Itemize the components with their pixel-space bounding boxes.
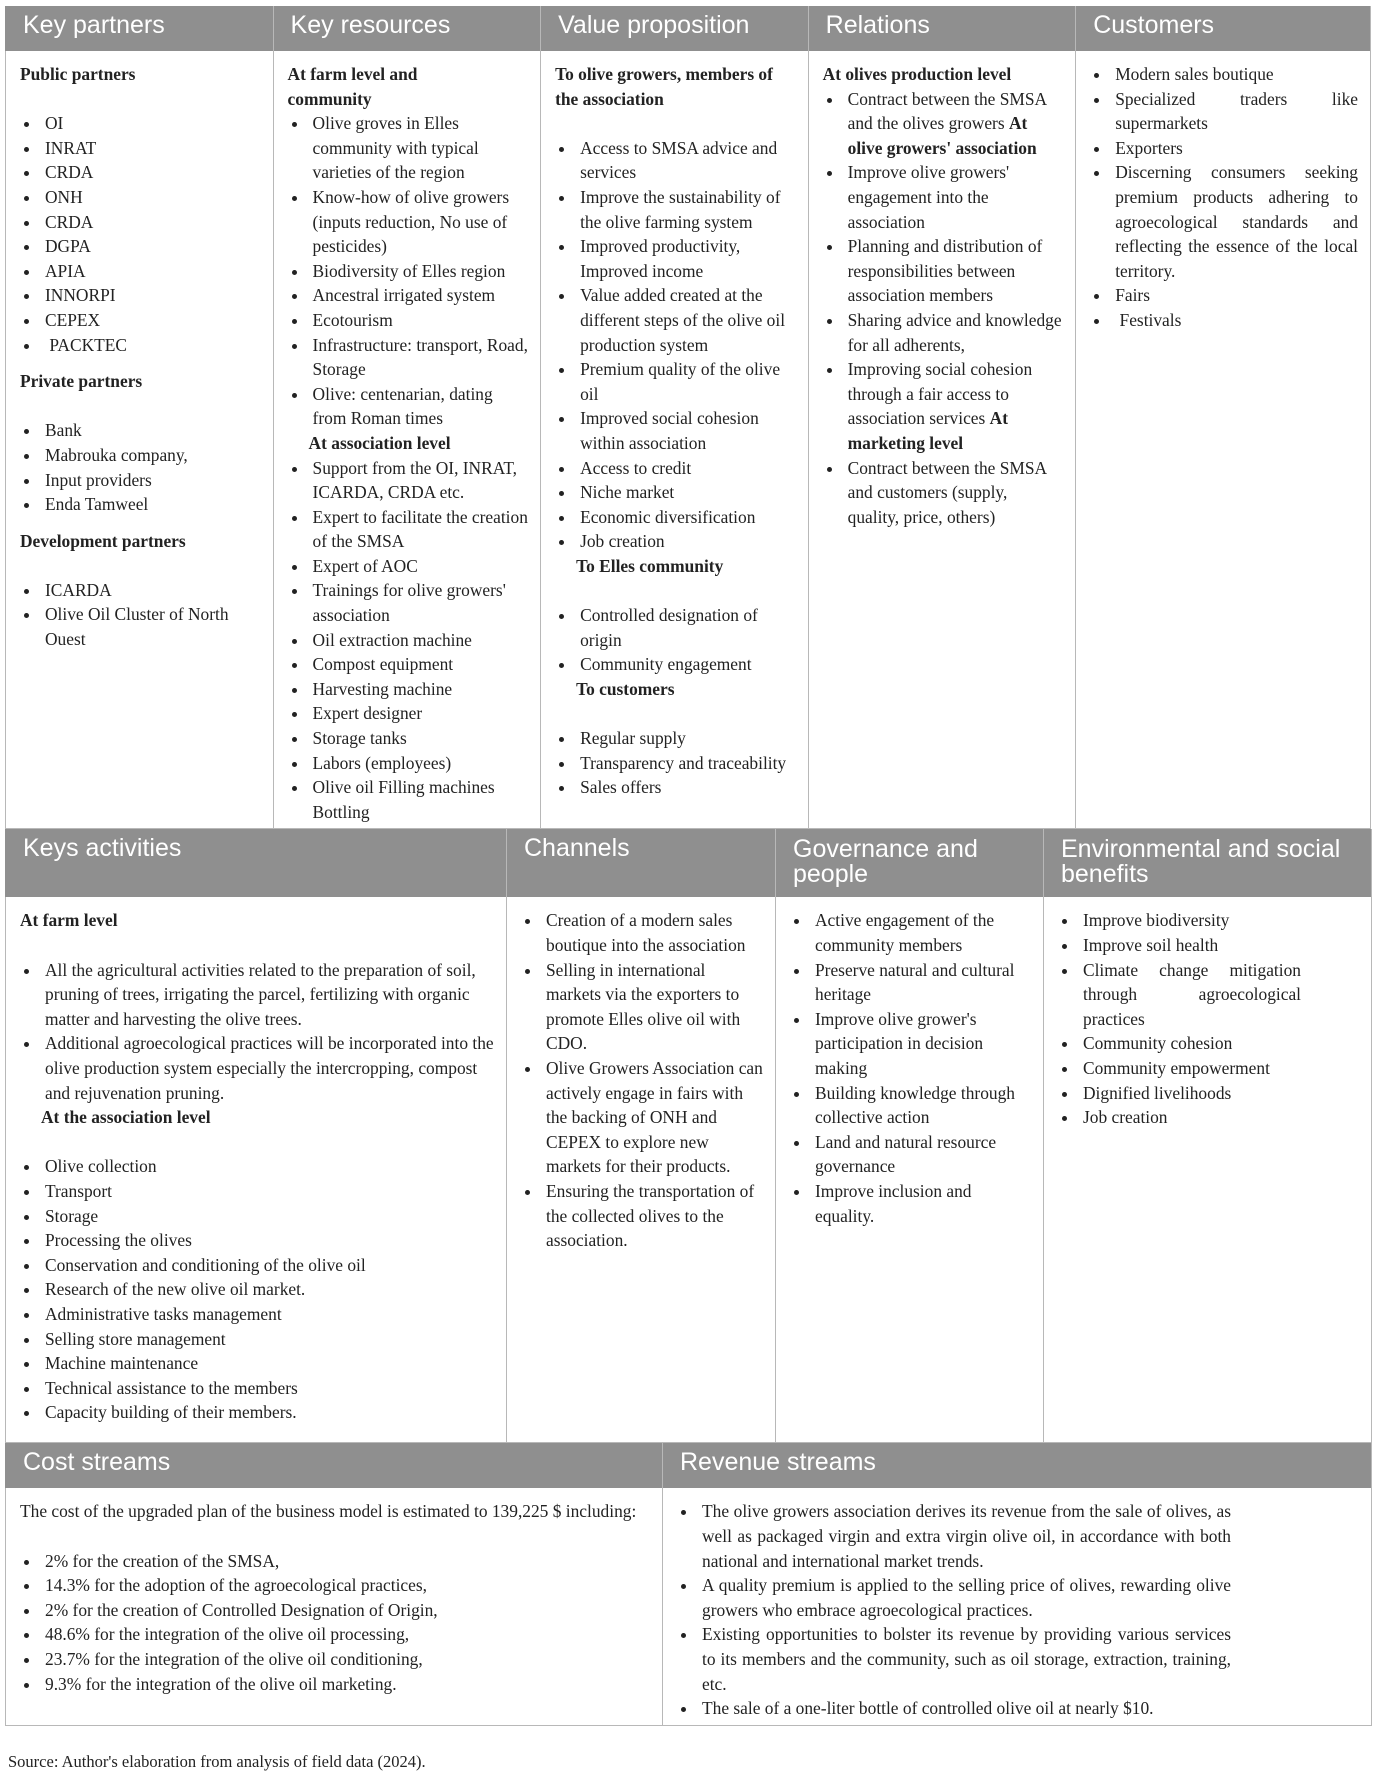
list-item: • Ancestral irrigated system — [309, 283, 529, 308]
list-item: • Research of the new olive oil market. — [41, 1277, 494, 1302]
to-elles-community-title: To Elles community — [576, 555, 724, 576]
list-item: • Oil extraction machine — [309, 628, 529, 653]
list-item: • Selling store management — [41, 1327, 494, 1352]
list-item: • Processing the olives — [41, 1228, 494, 1253]
list-item: • Premium quality of the olive oil — [576, 357, 796, 406]
list-item: • PACKTEC — [41, 333, 261, 358]
list-item: • Sharing advice and knowledge for all adherents, — [844, 308, 1064, 357]
list-item: • Selling in international markets via the exporters to promote Elles olive oil with CDO. — [542, 958, 763, 1056]
list-item: • Improve inclusion and equality. — [811, 1179, 1031, 1228]
list-item: • ICARDA — [41, 578, 261, 603]
list-item: • Discerning consumers seeking premium products adhering to agroecological standards and reflecting the essence of the local territory. — [1111, 160, 1358, 283]
list-item: • DGPA — [41, 234, 261, 259]
list-item: • Olive Oil Cluster of North Ouest — [41, 602, 261, 651]
cell-environmental-benefits — [1044, 897, 1372, 1443]
to-customers-title: To customers — [576, 678, 675, 699]
list-item: • Sales offers — [576, 775, 796, 800]
cell-customers — [1076, 51, 1371, 829]
canvas-row-2 — [5, 829, 1372, 1443]
list-item: • Improve olive grower's participation in decision making — [811, 1007, 1031, 1081]
list-item: • Expert to facilitate the creation of the SMSA — [309, 505, 529, 554]
list-item: • Mabrouka company, — [41, 443, 261, 468]
list-item: • Administrative tasks management — [41, 1302, 494, 1327]
list-item: • CRDA — [41, 210, 261, 235]
list-item: • Climate change mitigation through agroecological practices — [1079, 958, 1301, 1032]
list-item: • Dignified livelihoods — [1079, 1081, 1301, 1106]
list-item: • Harvesting machine — [309, 677, 529, 702]
list-item: • Additional agroecological practices will be incorporated into the olive production system especially the intercropping, compost and rejuvenation pruning. — [41, 1031, 494, 1105]
list-item: • 2% for the creation of the SMSA, — [41, 1549, 650, 1574]
list-item: • All the agricultural activities related to the preparation of soil, pruning of trees, irrigating the parcel, fertilizing with organic matter and harvesting the olive trees. — [41, 958, 494, 1032]
list-item: • APIA — [41, 259, 261, 284]
list-item: • OI — [41, 111, 261, 136]
list-item: • ONH — [41, 185, 261, 210]
list-item: • Improved social cohesion within association — [576, 406, 796, 455]
list-item: • Access to credit — [576, 456, 796, 481]
cell-value-proposition — [541, 51, 809, 829]
list-item: • Labors (employees) — [309, 751, 529, 776]
list-item: • Community engagement — [576, 652, 796, 677]
list-item: • Ensuring the transportation of the collected olives to the association. — [542, 1179, 763, 1253]
list-item: • Contract between the SMSA and customers (supply, quality, price, others) — [844, 456, 1064, 530]
cell-revenue-streams — [663, 1488, 1372, 1725]
list-item: • Expert designer — [309, 701, 529, 726]
cell-relations — [808, 51, 1076, 829]
list-item: • Improve the sustainability of the olive farming system — [576, 185, 796, 234]
marketing-level-title: At marketing level — [847, 408, 1008, 453]
list-item: • 14.3% for the adoption of the agroecological practices, — [41, 1573, 650, 1598]
list-item: • Olive Growers Association can actively engage in fairs with the backing of ONH and CEPEX to explore new markets for their products. — [542, 1056, 763, 1179]
list-item: • Regular supply — [576, 726, 796, 751]
list-item: • Olive oil Filling machines Bottling — [309, 775, 529, 824]
list-item: • Transparency and traceability — [576, 751, 796, 776]
cell-key-resources — [273, 51, 541, 829]
list-item: • Existing opportunities to bolster its revenue by providing various services to its members and the community, such as oil storage, extraction, training, etc. — [698, 1622, 1231, 1696]
header-revenue-streams: Revenue streams — [663, 1443, 1372, 1488]
header-governance: Governance and people — [776, 829, 1044, 897]
list-item: • 9.3% for the integration of the olive oil marketing. — [41, 1672, 650, 1697]
list-item: • Biodiversity of Elles region — [309, 259, 529, 284]
list-item: • Exporters — [1111, 136, 1358, 161]
list-item: • Storage — [41, 1204, 494, 1229]
list-item: • Economic diversification — [576, 505, 796, 530]
list-item: • Olive collection — [41, 1154, 494, 1179]
source-note: Source: Author's elaboration from analysis of field data (2024). — [8, 1752, 426, 1771]
header-key-resources: Key resources — [273, 6, 541, 51]
header-key-partners: Key partners — [6, 6, 274, 51]
olives-production-level-title: At olives production level — [822, 64, 1012, 84]
association-level-title: At association level — [308, 432, 451, 453]
list-item: • A quality premium is applied to the selling price of olives, rewarding olive growers who embrace agroecological practices. — [698, 1573, 1231, 1622]
list-item — [844, 357, 1064, 455]
private-partners-title: Private partners — [20, 371, 143, 392]
list-item: • CRDA — [41, 160, 261, 185]
header-environmental-benefits: Environmental and social benefits — [1044, 829, 1372, 897]
list-item: • Conservation and conditioning of the olive oil — [41, 1253, 494, 1278]
list-item: • Support from the OI, INRAT, ICARDA, CRDA etc. — [309, 456, 529, 505]
farm-level-title: At farm level and community — [287, 64, 418, 109]
cell-cost-streams — [6, 1488, 663, 1725]
list-item: • Olive: centenarian, dating from Roman times — [309, 382, 529, 431]
list-item: • Technical assistance to the members — [41, 1376, 494, 1401]
list-item: • Creation of a modern sales boutique into the association — [542, 908, 763, 957]
public-partners-title: Public partners — [20, 64, 136, 84]
list-item: • INNORPI — [41, 283, 261, 308]
list-item: • Controlled designation of origin — [576, 603, 796, 652]
list-item: • Infrastructure: transport, Road, Storage — [309, 333, 529, 382]
cell-channels — [507, 897, 776, 1443]
list-item: • Modern sales boutique — [1111, 62, 1358, 87]
list-item: • Storage tanks — [309, 726, 529, 751]
list-item: • Specialized traders like supermarkets — [1111, 87, 1358, 136]
list-item: • Festivals — [1111, 308, 1358, 333]
activities-farm-level-title: At farm level — [20, 910, 118, 931]
list-item: • 48.6% for the integration of the olive oil processing, — [41, 1622, 650, 1647]
business-model-canvas — [5, 6, 1371, 1726]
list-item: • Know-how of olive growers (inputs reduction, No use of pesticides) — [309, 185, 529, 259]
list-item: • Transport — [41, 1179, 494, 1204]
list-item: • Improve soil health — [1079, 933, 1301, 958]
list-item: • The olive growers association derives its revenue from the sale of olives, as well as packaged virgin and extra virgin olive oil, in accordance with both national and international market trends. — [698, 1499, 1231, 1573]
list-item: • Value added created at the different steps of the olive oil production system — [576, 283, 796, 357]
list-item: • Improve biodiversity — [1079, 908, 1301, 933]
cell-key-partners — [6, 51, 274, 829]
list-item: • Ecotourism — [309, 308, 529, 333]
development-partners-title: Development partners — [20, 530, 186, 551]
list-item: • Capacity building of their members. — [41, 1400, 494, 1425]
list-item: • Active engagement of the community members — [811, 908, 1031, 957]
to-olive-growers-title: To olive growers, members of the association — [555, 64, 773, 109]
list-item: • 23.7% for the integration of the olive oil conditioning, — [41, 1647, 650, 1672]
list-item — [844, 87, 1064, 161]
contract-growers-text: Contract between the SMSA and the olives growers — [847, 88, 1047, 134]
header-keys-activities: Keys activities — [6, 829, 507, 897]
list-item: • Niche market — [576, 480, 796, 505]
list-item: • Building knowledge through collective action — [811, 1081, 1031, 1130]
header-customers: Customers — [1076, 6, 1371, 51]
list-item: • Access to SMSA advice and services — [576, 136, 796, 185]
list-item: • CEPEX — [41, 308, 261, 333]
canvas-row-1 — [5, 6, 1371, 829]
list-item: • Improve olive growers' engagement into the association — [844, 160, 1064, 234]
canvas-row-3 — [5, 1443, 1372, 1725]
list-item: • Preserve natural and cultural heritage — [811, 958, 1031, 1007]
activities-association-level-title: At the association level — [41, 1107, 211, 1128]
list-item: • Land and natural resource governance — [811, 1130, 1031, 1179]
list-item: • Machine maintenance — [41, 1351, 494, 1376]
list-item: • Fairs — [1111, 283, 1358, 308]
list-item: • Improved productivity, Improved income — [576, 234, 796, 283]
list-item: • Community cohesion — [1079, 1031, 1301, 1056]
list-item: • Enda Tamweel — [41, 492, 261, 517]
social-cohesion-text: Improving social cohesion through a fair access to association services — [847, 359, 1033, 429]
cost-intro: The cost of the upgraded plan of the business model is estimated to 139,225 $ including: — [20, 1501, 637, 1522]
list-item: • Planning and distribution of responsibilities between association members — [844, 234, 1064, 308]
header-value-proposition: Value proposition — [541, 6, 809, 51]
list-item: • Olive groves in Elles community with typical varieties of the region — [309, 111, 529, 185]
header-cost-streams: Cost streams — [6, 1443, 663, 1488]
list-item: • Job creation — [576, 529, 796, 554]
list-item: • Job creation — [1079, 1105, 1301, 1130]
list-item: • The sale of a one-liter bottle of controlled olive oil at nearly $10. — [698, 1696, 1231, 1721]
header-relations: Relations — [808, 6, 1076, 51]
list-item: • 2% for the creation of Controlled Designation of Origin, — [41, 1598, 650, 1623]
header-channels: Channels — [507, 829, 776, 897]
list-item: • INRAT — [41, 136, 261, 161]
list-item: • Compost equipment — [309, 652, 529, 677]
list-item: • Community empowerment — [1079, 1056, 1301, 1081]
list-item: • Trainings for olive growers' association — [309, 578, 529, 627]
cell-governance — [776, 897, 1044, 1443]
list-item: • Input providers — [41, 468, 261, 493]
list-item: • Expert of AOC — [309, 554, 529, 579]
olive-growers-association-title: At olive growers' association — [847, 113, 1037, 158]
cell-keys-activities — [6, 897, 507, 1443]
list-item: • Bank — [41, 418, 261, 443]
